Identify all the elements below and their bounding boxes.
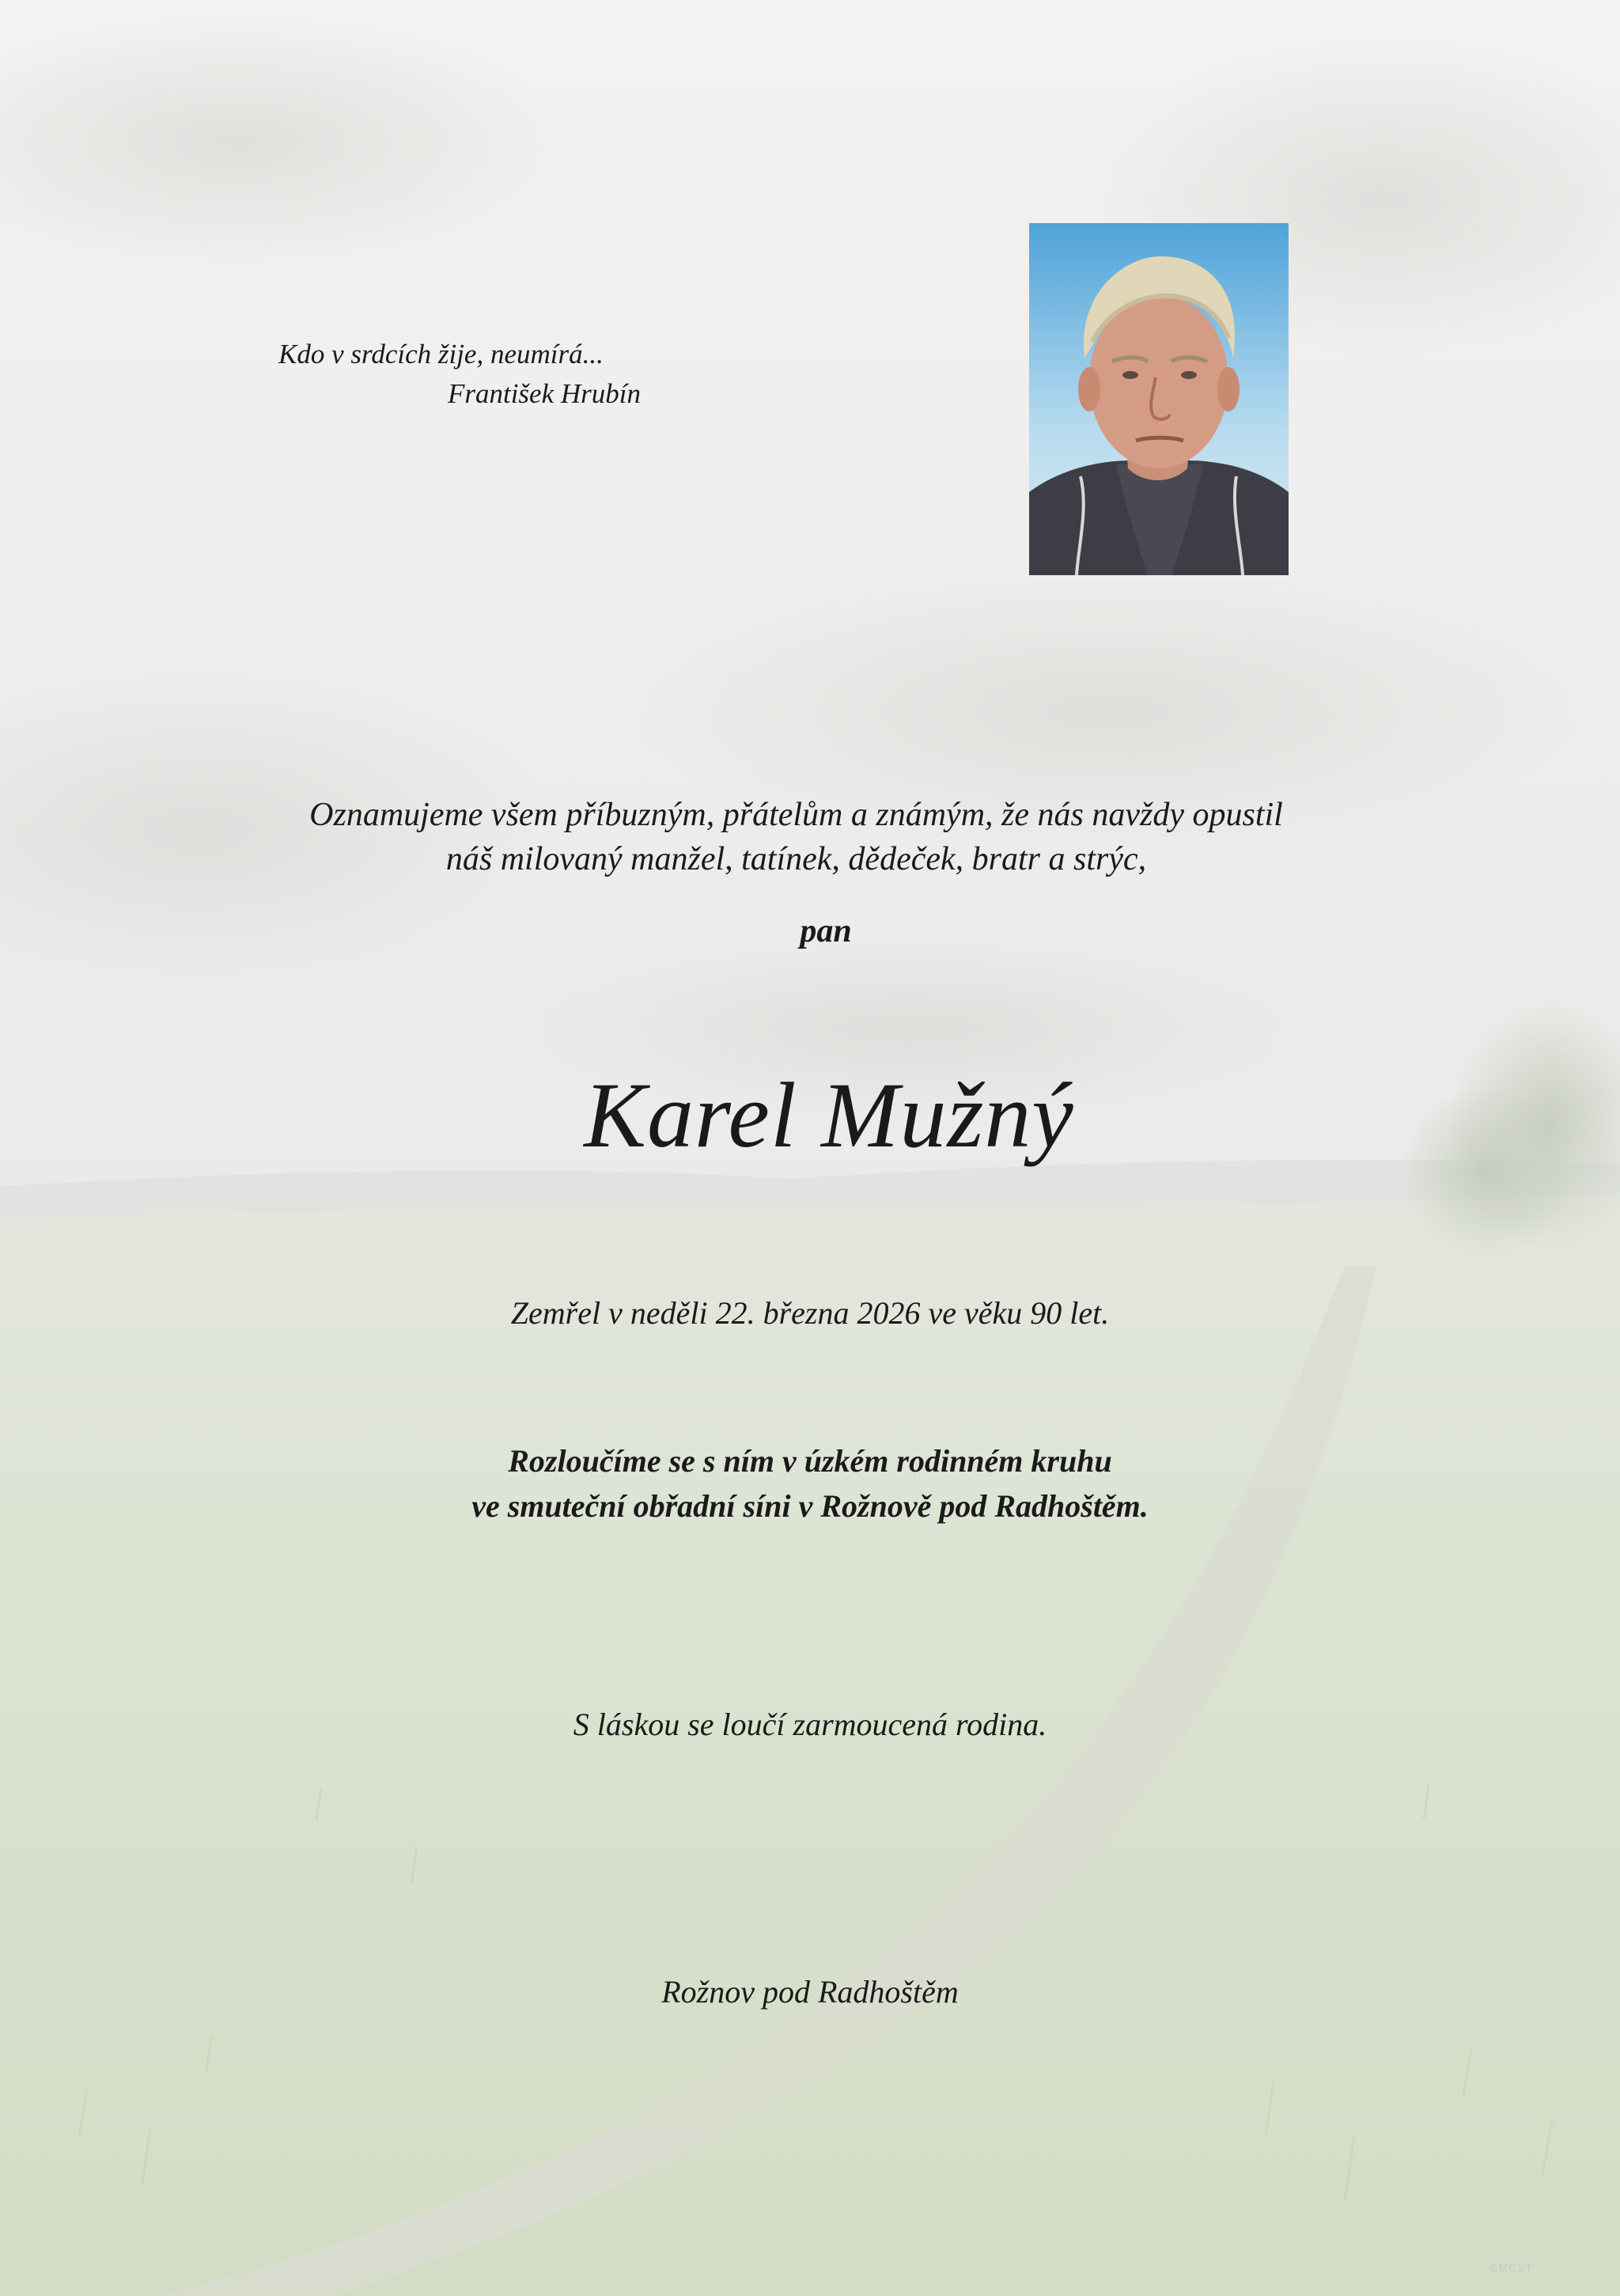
portrait-photo bbox=[1029, 223, 1289, 575]
portrait-icon bbox=[1029, 223, 1289, 575]
quote-text: Kdo v srdcích žije, neumírá... bbox=[278, 339, 604, 369]
announcement-line-1: Oznamujeme všem příbuzným, přátelům a známým, že nás navždy opustil bbox=[309, 797, 1283, 833]
death-info: Zemřel v neděli 22. března 2026 ve věku 90 let. bbox=[510, 1295, 1110, 1331]
quote-block bbox=[237, 335, 649, 414]
farewell-line-2: ve smuteční obřadní síni v Rožnově pod Radhoštěm. bbox=[471, 1488, 1149, 1524]
family-line: S láskou se loučí zarmoucená rodina. bbox=[573, 1707, 1047, 1742]
title-prefix: pan bbox=[800, 913, 852, 949]
quote-author: František Hrubín bbox=[447, 378, 641, 409]
place-name: Rožnov pod Radhoštěm bbox=[661, 1974, 959, 2010]
farewell-line-1: Rozloučíme se s ním v úzkém rodinném kruhu bbox=[508, 1443, 1112, 1479]
farewell-info bbox=[0, 1438, 1620, 1529]
announcement bbox=[63, 793, 1529, 881]
deceased-name: Karel Mužný bbox=[584, 1063, 1074, 1167]
watermark: ©MCST bbox=[1489, 2261, 1533, 2274]
announcement-line-2: náš milovaný manžel, tatínek, dědeček, bratr a strýc, bbox=[445, 841, 1147, 877]
